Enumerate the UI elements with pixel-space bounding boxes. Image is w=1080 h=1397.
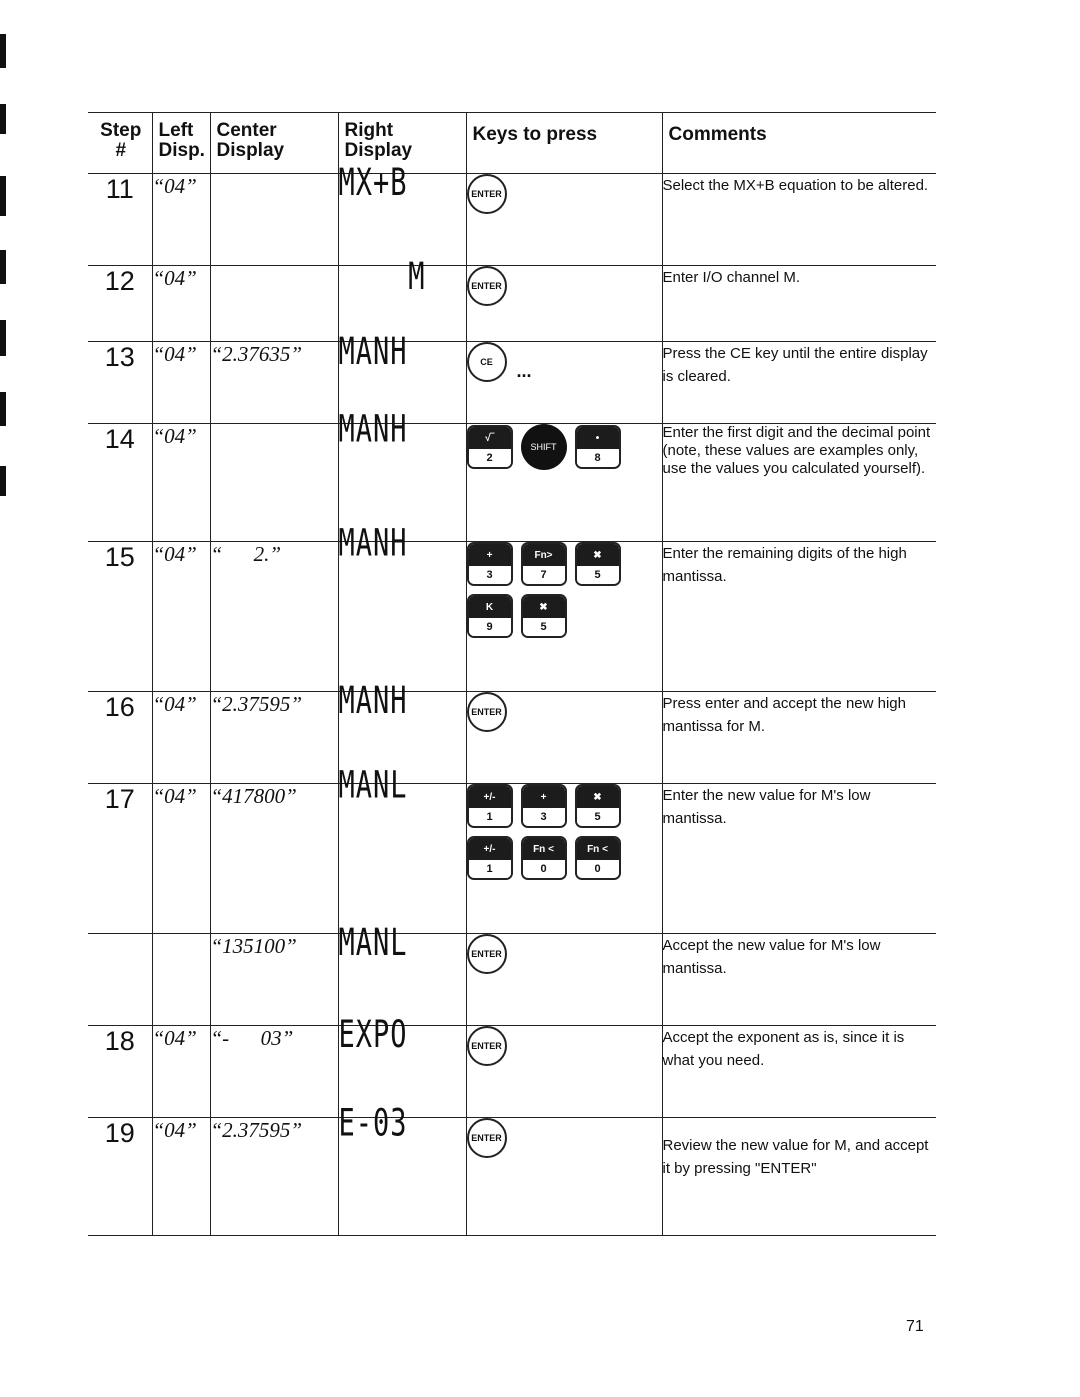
digit-label: 9 (469, 618, 511, 636)
header-keys-to-press: Keys to press (466, 113, 662, 174)
step-number (88, 934, 152, 1026)
header-center-display: Center Display (210, 113, 338, 174)
header-left-display: Left Disp. (152, 113, 210, 174)
center-display: “2.37595” (210, 1118, 338, 1236)
enter-key[interactable]: ENTER (467, 174, 507, 214)
key-2[interactable] (467, 425, 513, 469)
binding-mark (0, 250, 6, 284)
binding-mark (0, 392, 6, 426)
center-display: “ 2.” (210, 542, 338, 692)
center-display: “417800” (210, 784, 338, 934)
enter-key[interactable]: ENTER (467, 934, 507, 974)
digit-label: 1 (469, 860, 511, 878)
enter-key[interactable]: ENTER (467, 1118, 507, 1158)
plus-minus-label: +/- (469, 838, 511, 860)
procedure-table (88, 112, 936, 1236)
digit-label: 3 (523, 808, 565, 826)
page-number: 71 (906, 1318, 924, 1335)
keys-cell (466, 784, 662, 934)
left-display: “04” (152, 342, 210, 424)
key-0[interactable] (575, 836, 621, 880)
step-number: 18 (88, 1026, 152, 1118)
keys-cell (466, 424, 662, 542)
header-step: Step # (88, 113, 152, 174)
table-row (88, 934, 936, 1026)
table-row (88, 424, 936, 542)
step-number: 17 (88, 784, 152, 934)
digit-label: 1 (469, 808, 511, 826)
digit-label: 8 (577, 449, 619, 467)
comment: Enter the remaining digits of the high mantissa. (662, 542, 936, 692)
ce-key[interactable]: CE (467, 342, 507, 382)
key-5[interactable] (575, 784, 621, 828)
digit-label: 5 (523, 618, 565, 636)
plus-minus-label: +/- (469, 786, 511, 808)
table-row (88, 542, 936, 692)
step-number: 16 (88, 692, 152, 784)
keys-cell (466, 1026, 662, 1118)
multiply-label: ✖ (577, 786, 619, 808)
binding-mark (0, 104, 6, 134)
comment: Select the MX+B equation to be altered. (662, 174, 936, 266)
binding-mark (0, 176, 6, 216)
keys-cell (466, 266, 662, 342)
keys-cell (466, 174, 662, 266)
right-display-text: E-03 (338, 1101, 408, 1145)
table-row (88, 174, 936, 266)
center-display (210, 174, 338, 266)
enter-key[interactable]: ENTER (467, 266, 507, 306)
key-3[interactable] (467, 542, 513, 586)
comment: Enter the first digit and the decimal point (note, these values are examples only, use the values you calculated yourself). (662, 424, 936, 542)
center-display (210, 424, 338, 542)
fn-left-label: Fn < (577, 838, 619, 860)
key-1[interactable] (467, 784, 513, 828)
step-number: 14 (88, 424, 152, 542)
key-8[interactable] (575, 425, 621, 469)
digit-label: 0 (577, 860, 619, 878)
table-header-row (88, 113, 936, 174)
right-display-text: MANH (338, 329, 408, 373)
step-number: 15 (88, 542, 152, 692)
right-display-text: MANL (338, 763, 408, 807)
right-display-text: MANL (338, 920, 408, 964)
comment: Accept the new value for M's low mantissa. (662, 934, 936, 1026)
table-row (88, 266, 936, 342)
step-number: 19 (88, 1118, 152, 1236)
shift-key[interactable]: SHIFT (521, 424, 567, 470)
key-7[interactable] (521, 542, 567, 586)
center-display (210, 266, 338, 342)
comment: Press the CE key until the entire display is cleared. (662, 342, 936, 424)
left-display: “04” (152, 266, 210, 342)
right-display-text: MANH (338, 678, 408, 722)
center-display: “2.37635” (210, 342, 338, 424)
fn-right-label: Fn> (523, 544, 565, 566)
left-display: “04” (152, 174, 210, 266)
digit-label: 3 (469, 566, 511, 584)
table-row (88, 1118, 936, 1236)
key-5[interactable] (575, 542, 621, 586)
keys-cell (466, 542, 662, 692)
plus-label: + (469, 544, 511, 566)
step-number: 13 (88, 342, 152, 424)
left-display: “04” (152, 1026, 210, 1118)
table-row (88, 342, 936, 424)
comment: Accept the exponent as is, since it is what you need. (662, 1026, 936, 1118)
center-display: “2.37595” (210, 692, 338, 784)
step-number: 12 (88, 266, 152, 342)
keys-cell (466, 342, 662, 424)
multiply-label: ✖ (577, 544, 619, 566)
left-display: “04” (152, 424, 210, 542)
left-display: “04” (152, 542, 210, 692)
left-display (152, 934, 210, 1026)
keys-cell (466, 692, 662, 784)
k-label: K (469, 596, 511, 618)
header-right-display: Right Display (338, 113, 466, 174)
comment: Enter the new value for M's low mantissa. (662, 784, 936, 934)
table-row (88, 784, 936, 934)
multiply-label: ✖ (523, 596, 565, 618)
enter-key[interactable]: ENTER (467, 1026, 507, 1066)
right-display-text: EXPO (338, 1012, 408, 1056)
keys-cell (466, 1118, 662, 1236)
left-display: “04” (152, 784, 210, 934)
right-display-text: MANH (338, 407, 408, 451)
center-display: “135100” (210, 934, 338, 1026)
left-display: “04” (152, 1118, 210, 1236)
digit-label: 2 (469, 449, 511, 467)
key-0[interactable] (521, 836, 567, 880)
right-display-text: MX+B (338, 160, 408, 204)
digit-label: 7 (523, 566, 565, 584)
keys-cell (466, 934, 662, 1026)
key-5[interactable] (521, 594, 567, 638)
binding-mark (0, 466, 6, 496)
left-display: “04” (152, 692, 210, 784)
binding-mark (0, 34, 6, 68)
digit-label: 5 (577, 808, 619, 826)
comment: Review the new value for M, and accept it by pressing "ENTER" (662, 1118, 936, 1236)
plus-label: + (523, 786, 565, 808)
digit-label: 0 (523, 860, 565, 878)
key-3[interactable] (521, 784, 567, 828)
comment: Press enter and accept the new high mantissa for M. (662, 692, 936, 784)
step-number: 11 (88, 174, 152, 266)
key-1[interactable] (467, 836, 513, 880)
sqrt-label: √‾ (469, 427, 511, 449)
center-display: “- 03” (210, 1026, 338, 1118)
binding-mark (0, 320, 6, 356)
right-display (338, 1103, 466, 1251)
table-row (88, 1026, 936, 1118)
comment: Enter I/O channel M. (662, 266, 936, 342)
table-row (88, 692, 936, 784)
header-comments: Comments (662, 113, 936, 174)
repeat-dots: ... (516, 361, 532, 381)
right-display-text: MANH (338, 521, 408, 565)
enter-key[interactable]: ENTER (467, 692, 507, 732)
right-display-text: M (408, 254, 426, 298)
decimal-point-label: • (577, 427, 619, 449)
fn-left-label: Fn < (523, 838, 565, 860)
digit-label: 5 (577, 566, 619, 584)
key-9[interactable] (467, 594, 513, 638)
